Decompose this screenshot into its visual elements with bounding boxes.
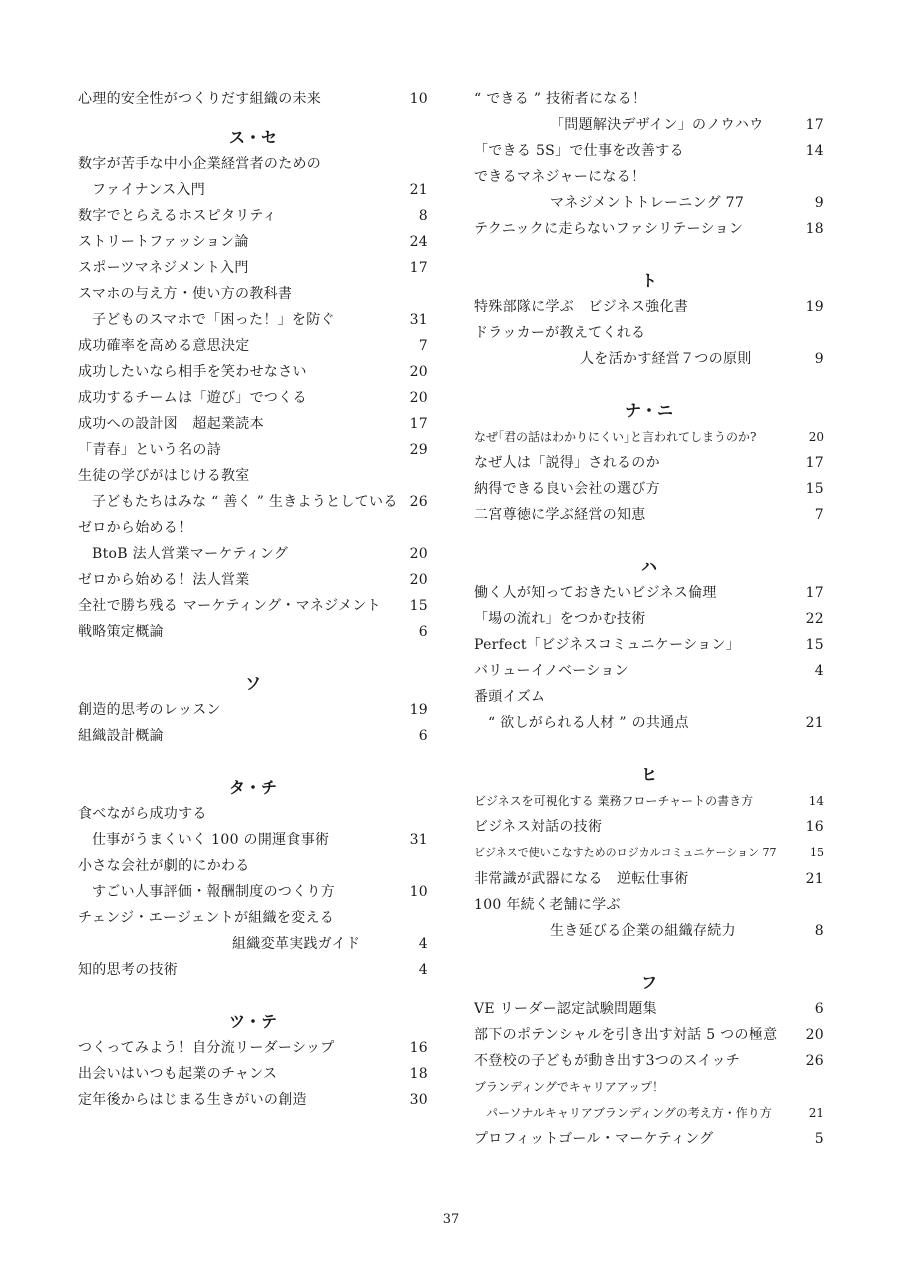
entry-page-number: 30 [409, 1092, 428, 1108]
entry-page-number: 9 [814, 351, 824, 367]
index-entry [78, 463, 428, 489]
entry-title: 「場の流れ」をつかむ技術 [474, 611, 646, 627]
entry-page-number: 8 [418, 208, 428, 224]
index-entry [474, 1100, 824, 1126]
index-entry [474, 294, 824, 320]
entry-title: 小さな会社が劇的にかわる [78, 858, 250, 874]
index-entry [78, 151, 428, 177]
index-entry [474, 684, 824, 710]
entry-page-number: 9 [814, 195, 824, 211]
entry-title: 子どものスマホで「困った！」を防ぐ [92, 312, 335, 328]
entry-title: 知的思考の技術 [78, 962, 179, 978]
entry-page-number: 18 [805, 221, 824, 237]
index-entry [474, 1126, 824, 1152]
entry-page-number: 19 [805, 299, 824, 315]
index-entry [474, 632, 824, 658]
index-entry [78, 333, 428, 359]
index-entry [78, 957, 428, 983]
index-entry [474, 918, 824, 944]
entry-title: 仕事がうまくいく 100 の開運食事術 [92, 832, 330, 848]
entry-title: ゼロから始める！法人営業 [78, 572, 250, 588]
index-entry [78, 853, 428, 879]
index-entry [474, 216, 824, 242]
section-heading: ス・セ [228, 128, 277, 147]
entry-page-number: 18 [409, 1066, 428, 1082]
entry-page-number: 26 [409, 494, 428, 510]
index-entry [78, 515, 428, 541]
index-entry [78, 255, 428, 281]
entry-title: プロフィットゴール・マーケティング [474, 1131, 714, 1147]
entry-title: 心理的安全性がつくりだす組織の未来 [78, 91, 322, 107]
entry-title: “ できる ” 技術者になる！ [474, 91, 647, 107]
entry-title: マネジメントトレーニング 77 [550, 195, 745, 211]
entry-page-number: 4 [418, 936, 428, 952]
entry-page-number: 16 [805, 819, 824, 835]
entry-page-number: 14 [805, 143, 824, 159]
entry-page-number: 21 [805, 715, 824, 731]
index-entry [78, 1061, 428, 1087]
entry-page-number: 29 [409, 442, 428, 458]
entry-title: 特殊部隊に学ぶ ビジネス強化書 [474, 299, 689, 315]
entry-page-number: 20 [409, 390, 428, 406]
entry-title: 部下のポテンシャルを引き出す対話 5 つの極意 [474, 1027, 778, 1043]
entry-page-number: 19 [409, 702, 428, 718]
entry-page-number: 17 [805, 585, 824, 601]
index-entry [474, 606, 824, 632]
index-entry [78, 905, 428, 931]
index-entry [78, 359, 428, 385]
entry-title: 納得できる良い会社の選び方 [474, 481, 660, 497]
entry-title: 成功への設計図 超起業読本 [78, 416, 264, 432]
entry-page-number: 21 [808, 1106, 824, 1120]
entry-title: 戦略策定概論 [78, 624, 164, 640]
entry-title: “ 欲しがられる人材 ” の共通点 [488, 715, 689, 731]
index-entry [78, 1035, 428, 1061]
index-entry [474, 502, 824, 528]
entry-title: 組織設計概論 [78, 728, 164, 744]
entry-page-number: 21 [409, 182, 428, 198]
index-entry [474, 1074, 824, 1100]
entry-title: バリューイノベーション [474, 663, 629, 679]
entry-page-number: 7 [418, 338, 428, 354]
entry-title: ドラッカーが教えてくれる [474, 325, 646, 341]
index-entry [78, 879, 428, 905]
index-entry [78, 1087, 428, 1113]
index-entry [78, 385, 428, 411]
entry-title: 働く人が知っておきたいビジネス倫理 [474, 585, 717, 601]
entry-page-number: 31 [409, 312, 428, 328]
index-entry [474, 866, 824, 892]
entry-page-number: 16 [409, 1040, 428, 1056]
entry-page-number: 14 [808, 794, 824, 808]
entry-title: ストリートファッション論 [78, 234, 249, 250]
section-heading: ソ [244, 674, 261, 693]
entry-page-number: 20 [808, 430, 824, 444]
index-entry [474, 164, 824, 190]
index-entry [474, 320, 824, 346]
index-entry [474, 658, 824, 684]
entry-title: 100 年続く老舗に学ぶ [474, 897, 621, 913]
entry-page-number: 17 [409, 416, 428, 432]
entry-title: ゼロから始める！ [78, 520, 193, 536]
index-entry [78, 931, 428, 957]
section-heading: タ・チ [228, 778, 277, 797]
entry-title: 「問題解決デザイン」のノウハウ [550, 117, 764, 133]
entry-page-number: 4 [418, 962, 428, 978]
entry-page-number: 15 [810, 846, 824, 859]
entry-page-number: 26 [805, 1053, 824, 1069]
entry-page-number: 17 [409, 260, 428, 276]
index-entry [78, 723, 428, 749]
entry-page-number: 20 [805, 1027, 824, 1043]
entry-page-number: 22 [805, 611, 824, 627]
index-entry [474, 138, 824, 164]
index-entry [474, 190, 824, 216]
entry-page-number: 4 [814, 663, 824, 679]
index-entry [78, 203, 428, 229]
entry-title: 成功したいなら相手を笑わせなさい [78, 364, 307, 380]
entry-title: 非常識が武器になる 逆転仕事術 [474, 871, 689, 887]
entry-title: ブランディングでキャリアアップ！ [474, 1080, 664, 1094]
entry-title: BtoB 法人営業マーケティング [92, 546, 289, 562]
index-entry [474, 840, 824, 866]
entry-page-number: 6 [418, 624, 428, 640]
index-entry [78, 281, 428, 307]
entry-page-number: 5 [814, 1131, 824, 1147]
section-heading: ヒ [640, 765, 657, 784]
entry-title: スマホの与え方・使い方の教科書 [78, 286, 293, 302]
entry-page-number: 8 [814, 923, 824, 939]
entry-title: 子どもたちはみな “ 善く ” 生きようとしている [92, 494, 398, 510]
index-entry [78, 437, 428, 463]
entry-title: 番頭イズム [474, 689, 546, 705]
entry-title: 創造的思考のレッスン [78, 702, 221, 718]
index-entry [474, 424, 824, 450]
section-heading: フ [640, 973, 657, 992]
index-entry [78, 541, 428, 567]
entry-title: 全社で勝ち残る マーケティング・マネジメント [78, 598, 381, 614]
entry-title: チェンジ・エージェントが組織を変える [78, 910, 335, 926]
entry-title: すごい人事評価・報酬制度のつくり方 [92, 884, 336, 900]
entry-title: 組織変革実践ガイド [232, 936, 361, 952]
entry-title: VE リーダー認定試験問題集 [474, 1001, 657, 1017]
index-column-left [78, 86, 428, 1113]
entry-title: テクニックに走らないファシリテーション [474, 221, 744, 237]
index-entry [474, 892, 824, 918]
entry-title: ビジネス対話の技術 [474, 819, 603, 835]
entry-title: 人を活かす経営７つの原則 [580, 351, 752, 367]
entry-title: 「青春」という名の詩 [78, 442, 221, 458]
entry-page-number: 6 [418, 728, 428, 744]
index-entry [474, 86, 824, 112]
index-entry [78, 619, 428, 645]
index-entry [78, 411, 428, 437]
index-entry [78, 697, 428, 723]
index-entry [78, 801, 428, 827]
entry-title: なぜ｢君の話はわかりにくい｣と言われてしまうのか? [474, 430, 757, 444]
entry-title: パーソナルキャリアブランディングの考え方・作り方 [486, 1106, 772, 1120]
index-entry [474, 814, 824, 840]
entry-page-number: 6 [814, 1001, 824, 1017]
entry-title: 生徒の学びがはじける教室 [78, 468, 250, 484]
index-entry [474, 450, 824, 476]
entry-title: ビジネスで使いこなすためのロジカルコミュニケーション 77 [474, 846, 777, 859]
entry-page-number: 20 [409, 546, 428, 562]
index-entry [474, 1022, 824, 1048]
index-entry [78, 827, 428, 853]
index-entry [474, 710, 824, 736]
index-entry [78, 177, 428, 203]
index-entry [474, 580, 824, 606]
index-entry [78, 567, 428, 593]
entry-title: 定年後からはじまる生きがいの創造 [78, 1092, 307, 1108]
section-heading: ツ・テ [228, 1012, 277, 1031]
entry-title: 生き延びる企業の組織存続力 [550, 923, 736, 939]
entry-page-number: 15 [805, 637, 824, 653]
entry-page-number: 17 [805, 455, 824, 471]
entry-title: なぜ人は「説得」されるのか [474, 455, 660, 471]
entry-page-number: 15 [805, 481, 824, 497]
entry-title: つくってみよう！自分流リーダーシップ [78, 1040, 335, 1056]
entry-title: ファイナンス入門 [92, 182, 205, 198]
index-entry [474, 346, 824, 372]
index-entry [78, 489, 428, 515]
index-entry [474, 996, 824, 1022]
entry-page-number: 17 [805, 117, 824, 133]
entry-title: ビジネスを可視化する 業務フローチャートの書き方 [474, 794, 754, 808]
entry-title: 不登校の子どもが動き出す3つのスイッチ [474, 1053, 741, 1069]
entry-title: Perfect「ビジネスコミュニケーション」 [474, 637, 741, 653]
entry-title: 二宮尊徳に学ぶ経営の知恵 [474, 507, 646, 523]
entry-page-number: 10 [409, 884, 428, 900]
index-entry [78, 307, 428, 333]
section-heading: ハ [640, 557, 657, 576]
entry-title: 「できる 5S」で仕事を改善する [474, 143, 684, 159]
entry-page-number: 10 [409, 91, 428, 107]
entry-title: 食べながら成功する [78, 806, 207, 822]
index-entry [78, 86, 428, 112]
entry-page-number: 31 [409, 832, 428, 848]
index-entry [78, 229, 428, 255]
index-entry [474, 788, 824, 814]
entry-title: 数字が苦手な中小企業経営者のための [78, 156, 322, 172]
entry-title: 成功確率を高める意思決定 [78, 338, 250, 354]
entry-page-number: 24 [409, 234, 428, 250]
entry-title: 成功するチームは「遊び」でつくる [78, 390, 307, 406]
entry-page-number: 21 [805, 871, 824, 887]
index-entry [474, 1048, 824, 1074]
entry-title: 出会いはいつも起業のチャンス [78, 1066, 278, 1082]
page-number: 37 [442, 1212, 460, 1227]
entry-page-number: 20 [409, 364, 428, 380]
entry-title: スポーツマネジメント入門 [78, 260, 249, 276]
entry-page-number: 7 [814, 507, 824, 523]
section-heading: ト [640, 271, 657, 290]
entry-page-number: 15 [409, 598, 428, 614]
section-heading: ナ・ニ [624, 401, 673, 420]
entry-title: 数字でとらえるホスピタリティ [78, 208, 277, 224]
entry-page-number: 20 [409, 572, 428, 588]
index-entry [474, 112, 824, 138]
index-column-right [474, 86, 824, 1152]
index-entry [474, 476, 824, 502]
entry-title: できるマネジャーになる！ [474, 169, 646, 185]
index-entry [78, 593, 428, 619]
